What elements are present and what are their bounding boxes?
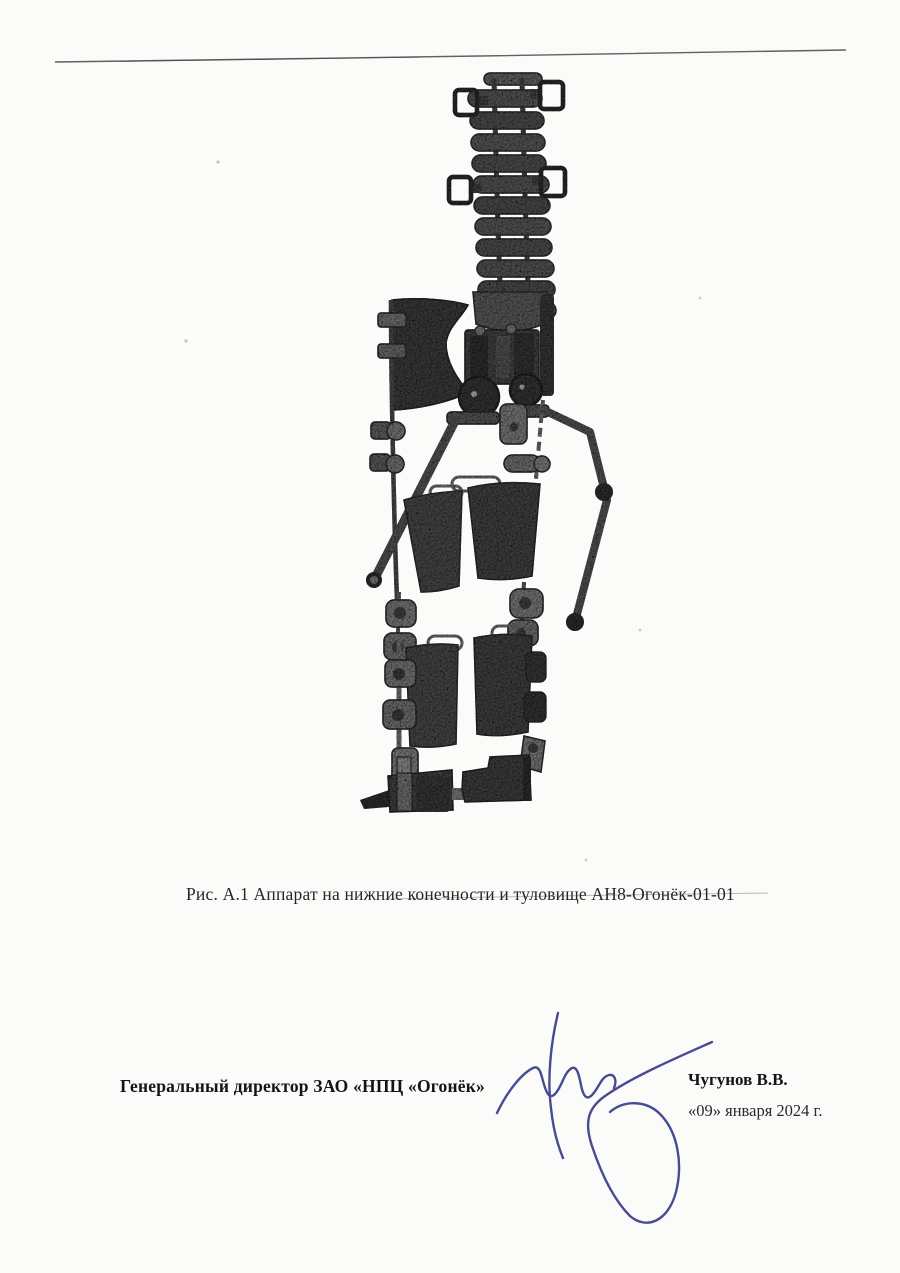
signature-date: «09» января 2024 г. [688, 1101, 823, 1120]
signer-title: Генеральный директор ЗАО «НПЦ «Огонёк» [120, 1076, 485, 1096]
signer-name: Чугунов В.В. [688, 1070, 788, 1089]
figure-caption: Рис. А.1 Аппарат на нижние конечности и туловище АН8-Огонёк-01-01 [186, 884, 735, 904]
thigh-cuffs [404, 477, 540, 592]
feet-section [360, 736, 545, 812]
signature-stroke-zigzag [497, 1067, 615, 1113]
